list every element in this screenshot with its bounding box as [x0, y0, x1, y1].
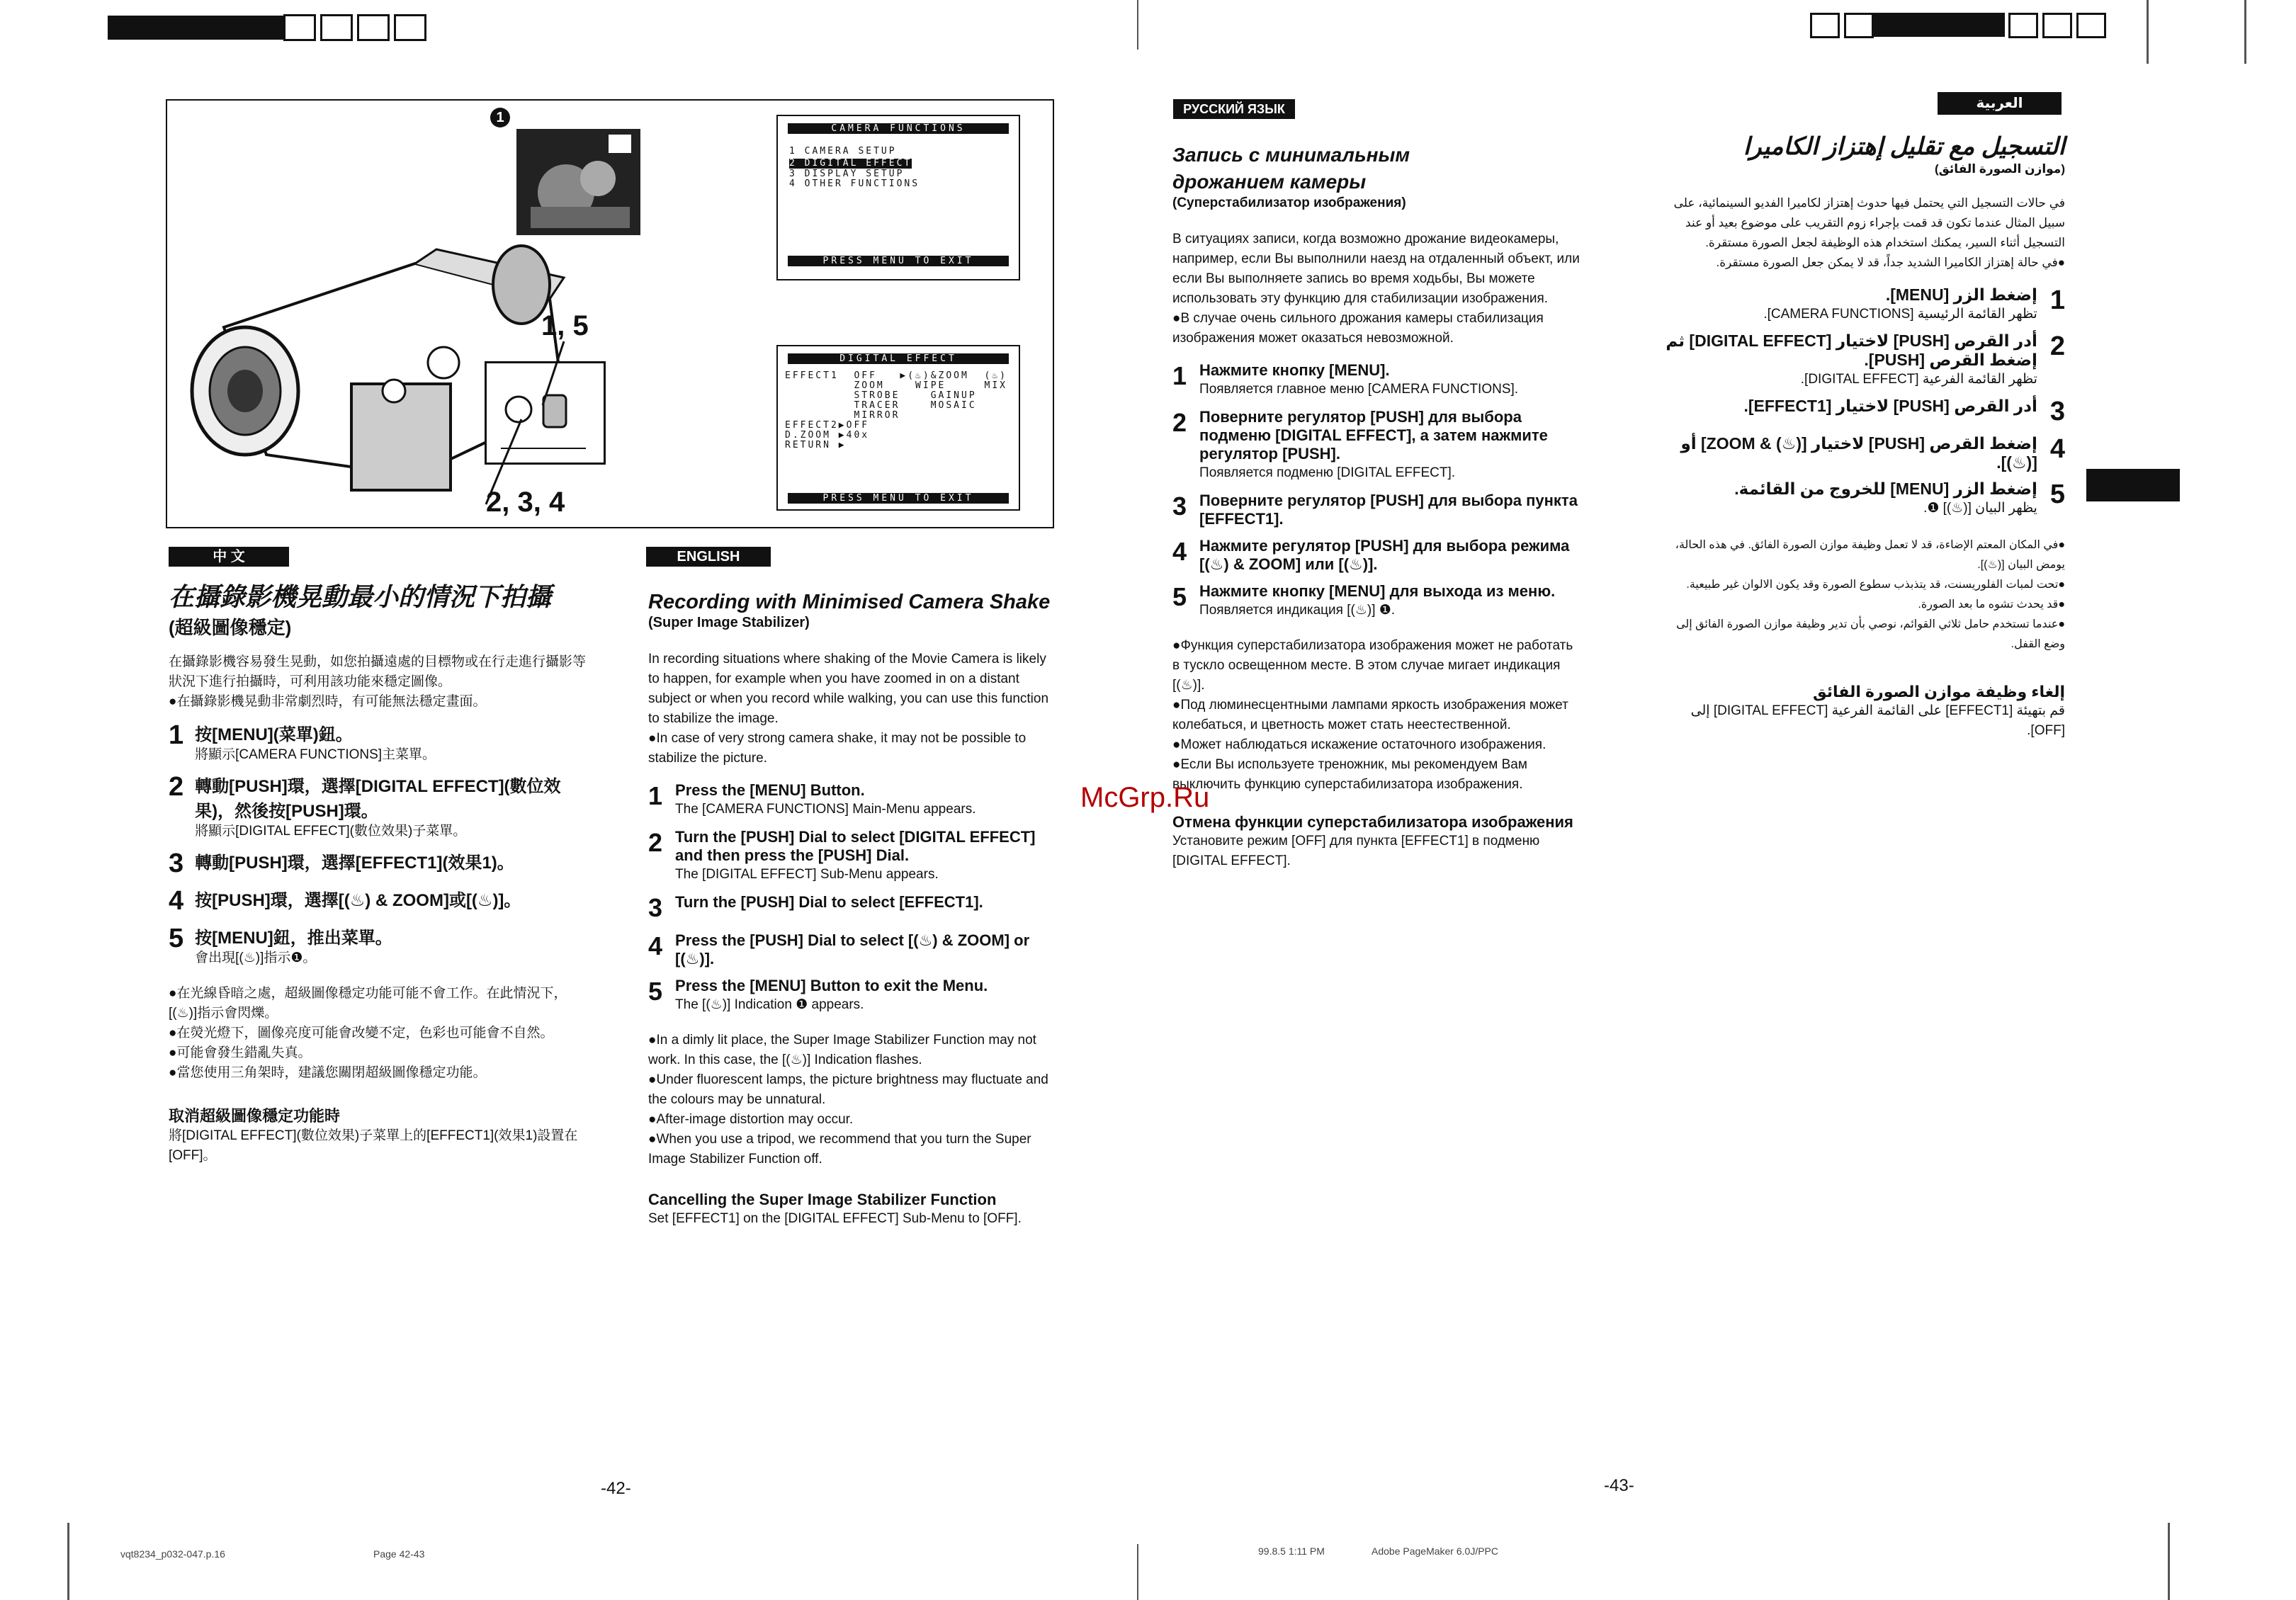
chinese-step-5: 5 按[MENU]鈕，推出菜單。 會出現[(♨)]指示❶。 — [169, 924, 392, 965]
stabilizer-scene-icon — [516, 129, 640, 235]
footer-app: Adobe PageMaker 6.0J/PPC — [1372, 1545, 1498, 1557]
digital-effect-screen — [776, 345, 1020, 511]
russian-intro: В ситуациях записи, когда возможно дрожание видеокамеры, например, если Вы выполнили наезд на отдаленный объект, или если Вы выполняете запись во время ходьбы, Вы можете использовать эту функцию для стабилизации изображения. — [1172, 232, 1580, 306]
crop-mark — [1137, 1544, 1138, 1600]
english-note-item: ●In a dimly lit place, the Super Image Stabilizer Function may not work. In this case, the [(♨)] Indication flashes. — [648, 1033, 1036, 1067]
crop-mark — [1137, 0, 1138, 50]
callout-2-3-4: 2, 3, 4 — [486, 487, 565, 518]
english-step-1: 1 Press the [MENU] Button. The [CAMERA FUNCTIONS] Main-Menu appears. — [648, 781, 976, 817]
chinese-section — [169, 581, 587, 1166]
russian-note-item: ●Функция суперстабилизатора изображения может не работать в тускло освещенном месте. В этом случае мигает индикация [(♨)]. — [1172, 638, 1573, 693]
chinese-note-item: ●當您使用三角架時，建議您關閉超級圖像穩定功能。 — [169, 1065, 487, 1080]
russian-step-5: 5 Нажмите кнопку [MENU] для выхода из меню. Появляется индикация [(♨)] ❶. — [1172, 582, 1556, 618]
chinese-cancel-text: 將[DIGITAL EFFECT](數位效果)子菜單上的[EFFECT1](效果1)設置在[OFF]。 — [169, 1128, 578, 1163]
english-cancel-text: Set [EFFECT1] on the [DIGITAL EFFECT] Sub-Menu to [OFF]. — [648, 1211, 1022, 1226]
arabic-intro: في حالات التسجيل التي يحتمل فيها حدوث إهتزاز لكاميرا الفديو السينمائية، على سبيل المثال عندما تكون قد قمت بإجراء زوم التقريب على موضوع بعيد أو عند التسجيل أثناء السير، يمكنك استخدام هذه الوظيفة لجعل الصورة مستقرة. — [1673, 196, 2065, 249]
chinese-step-3: 3 轉動[PUSH]環，選擇[EFFECT1](效果1)。 — [169, 849, 514, 878]
english-step-3: 3 Turn the [PUSH] Dial to select [EFFECT1]. — [648, 893, 983, 922]
arabic-note-item: ●تحت لمبات الفلوريسنت، قد يتذبذب سطوع الصورة وقد يكون الالوان غير طبيعية. — [1686, 579, 2065, 591]
arabic-note-item: ●عندما تستخدم حامل ثلاثي القوائم، نوصي بأن تدير وظيفة موازن الصورة الفائق إلى وضع القفل. — [1676, 618, 2065, 650]
chinese-note-item: ●在光線昏暗之處，超級圖像穩定功能可能不會工作。在此情況下，[(♨)]指示會閃爍。 — [169, 986, 567, 1021]
english-note-item: ●When you use a tripod, we recommend that you turn the Super Image Stabilizer Function off. — [648, 1132, 1031, 1167]
menu-item: 3 DISPLAY SETUP — [789, 169, 905, 179]
menu-line: MIRROR — [785, 410, 900, 421]
russian-step-1: 1 Нажмите кнопку [MENU]. Появляется главное меню [CAMERA FUNCTIONS]. — [1172, 361, 1519, 397]
callout-1: 1 — [490, 108, 510, 127]
chinese-step-4: 4 按[PUSH]環，選擇[(♨) & ZOOM]或[(♨)]。 — [169, 886, 521, 916]
header-boxes-right — [1810, 13, 1874, 38]
footer-time: 99.8.5 1:11 PM — [1258, 1545, 1325, 1557]
russian-step-2: 2 Поверните регулятор [PUSH] для выбора подменю [DIGITAL EFFECT], а затем нажмите регулятор [PUSH]. Появляется подменю [DIGITAL EFFECT]. — [1172, 408, 1548, 480]
english-step-2: 2 Turn the [PUSH] Dial to select [DIGITAL EFFECT] and then press the [PUSH] Dial. The [DIGITAL EFFECT] Sub-Menu appears. — [648, 828, 1036, 882]
english-step-5: 5 Press the [MENU] Button to exit the Menu. The [(♨)] Indication ❶ appears. — [648, 977, 988, 1012]
arabic-step-5: 5 إضغط الزر [MENU] للخروج من القائمة. يظهر البيان [(♨)] ❶. — [1734, 480, 2065, 516]
chinese-note-item: ●可能會發生錯亂失真。 — [169, 1045, 312, 1060]
figure-frame — [166, 99, 1054, 528]
menu-line: STROBE GAINUP — [785, 390, 977, 401]
chinese-note: ●在攝錄影機晃動非常劇烈時，有可能無法穩定畫面。 — [169, 694, 487, 709]
russian-note-item: ●Если Вы используете треножник, мы рекомендуем Вам выключить функцию суперстабилизатора изображения. — [1172, 757, 1527, 792]
russian-title: Запись с минимальным дрожанием камеры — [1172, 144, 1410, 193]
chinese-step-1: 1 按[MENU](菜單)鈕。 將顯示[CAMERA FUNCTIONS]主菜單。 — [169, 720, 436, 762]
russian-note-item: ●Может наблюдаться искажение остаточного изображения. — [1172, 737, 1546, 752]
menu-line: EFFECT1 OFF ▶(♨)&ZOOM (♨) — [785, 370, 1007, 381]
english-tag: ENGLISH — [646, 547, 771, 567]
russian-step-3: 3 Поверните регулятор [PUSH] для выбора пункта [EFFECT1]. — [1172, 492, 1578, 528]
arabic-note: ●في حالة إهتزاز الكاميرا الشديد جداً، قد لا يمكن جعل الصورة مستقرة. — [1716, 256, 2065, 269]
screen-footer: PRESS MENU TO EXIT — [788, 493, 1009, 504]
arabic-tag: العربية — [1938, 92, 2062, 115]
chinese-subtitle: (超級圖像穩定) — [169, 617, 292, 638]
russian-cancel-title: Отмена функции суперстабилизатора изображения — [1172, 813, 1573, 831]
header-boxes-left — [283, 14, 426, 40]
english-note-item: ●After-image distortion may occur. — [648, 1112, 854, 1127]
russian-section — [1172, 142, 1583, 871]
menu-line: TRACER MOSAIC — [785, 400, 977, 411]
english-step-4: 4 Press the [PUSH] Dial to select [(♨) & ZOOM] or [(♨)]. — [648, 931, 1030, 968]
chinese-title: 在攝錄影機晃動最小的情況下拍攝 — [169, 582, 552, 611]
crop-mark — [2244, 0, 2246, 64]
english-cancel-title: Cancelling the Super Image Stabilizer Function — [648, 1191, 997, 1208]
screen-footer: PRESS MENU TO EXIT — [788, 256, 1009, 266]
crop-mark — [67, 1523, 69, 1600]
callout-1-5: 1, 5 — [541, 310, 589, 341]
english-title: Recording with Minimised Camera Shake — [648, 591, 1051, 613]
menu-item: 1 CAMERA SETUP — [789, 146, 897, 157]
arabic-step-2: 2 أدر القرص [PUSH] لاختيار [DIGITAL EFFECT] ثم إضغط القرص [PUSH]. تظهر القائمة الفرعية [DIGITAL EFFECT]. — [1666, 331, 2065, 387]
menu-item: 4 OTHER FUNCTIONS — [789, 178, 920, 189]
menu-line: RETURN ▶ — [785, 440, 847, 450]
menu-line: D.ZOOM ▶40x — [785, 430, 870, 441]
menu-item-selected: 2 DIGITAL EFFECT — [789, 158, 912, 169]
arabic-step-3: 3 أدر القرص [PUSH] لاختيار [EFFECT1]. — [1743, 397, 2065, 426]
arabic-cancel-title: إلغاء وظيفة موازن الصورة الفائق — [1812, 683, 2065, 700]
header-bar-right — [1874, 13, 2005, 37]
arabic-subtitle: (موازن الصورة الفائق) — [1934, 162, 2065, 176]
menu-line: ZOOM WIPE MIX — [785, 380, 1007, 391]
arabic-title: التسجيل مع تقليل إهتزاز الكاميرا — [1743, 133, 2065, 160]
viewfinder-image — [516, 129, 640, 235]
crop-mark — [2168, 1523, 2170, 1600]
russian-cancel-text: Установите режим [OFF] для пункта [EFFECT1] в подменю [DIGITAL EFFECT]. — [1172, 834, 1540, 868]
side-tab-marker — [2086, 469, 2180, 501]
screen-title: CAMERA FUNCTIONS — [788, 123, 1009, 134]
chinese-tag: 中 文 — [169, 547, 289, 567]
english-note: ●In case of very strong camera shake, it may not be possible to stabilize the picture. — [648, 731, 1027, 766]
footer-page: Page 42-43 — [373, 1548, 425, 1560]
russian-subtitle: (Суперстабилизатор изображения) — [1172, 195, 1406, 210]
screen-title: DIGITAL EFFECT — [788, 353, 1009, 364]
footer-file: vqt8234_p032-047.p.16 — [120, 1548, 225, 1560]
russian-tag: РУССКИЙ ЯЗЫК — [1173, 99, 1295, 119]
russian-note: ●В случае очень сильного дрожания камеры стабилизация изображения может оказаться невозможной. — [1172, 311, 1544, 346]
english-intro: In recording situations where shaking of the Movie Camera is likely to happen, for example when you have zoomed in on a distant subject or when you record while walking, you can use this function to stabilize the image. — [648, 652, 1049, 726]
arabic-cancel-text: قم بتهيئة [EFFECT1] على القائمة الفرعية [DIGITAL EFFECT] إلى [OFF]. — [1690, 703, 2065, 738]
english-note-item: ●Under fluorescent lamps, the picture brightness may fluctuate and the colours may be unnatural. — [648, 1072, 1048, 1107]
menu-line: EFFECT2▶OFF — [785, 420, 870, 431]
chinese-intro: 在攝錄影機容易發生晃動，如您拍攝遠處的目標物或在行走進行攝影等狀況下進行拍攝時，可利用該功能來穩定圖像。 — [169, 654, 587, 689]
page-number-right: -43- — [1604, 1476, 1634, 1495]
chinese-step-2: 2 轉動[PUSH]環，選擇[DIGITAL EFFECT](數位效果)，然後按[PUSH]環。 將顯示[DIGITAL EFFECT](數位效果)子菜單。 — [169, 772, 561, 839]
russian-step-4: 4 Нажмите регулятор [PUSH] для выбора режима [(♨) & ZOOM] или [(♨)]. — [1172, 537, 1570, 573]
chinese-note-item: ●在熒光燈下，圖像亮度可能會改變不定，色彩也可能會不自然。 — [169, 1026, 554, 1040]
english-subtitle: (Super Image Stabilizer) — [648, 615, 810, 630]
header-boxes-right-2 — [2008, 13, 2106, 38]
arabic-step-4: 4 إضغط القرص [PUSH] لاختيار [(♨) & ZOOM] أو [(♨)]. — [1680, 434, 2065, 472]
watermark: McGrp.Ru — [1080, 782, 1210, 813]
crop-mark — [2147, 0, 2149, 64]
header-bar-left — [108, 16, 283, 40]
russian-note-item: ●Под люминесцентными лампами яркость изображения может колебаться, и цветность может стать неестественной. — [1172, 698, 1568, 732]
camera-functions-screen — [776, 115, 1020, 280]
chinese-cancel-title: 取消超級圖像穩定功能時 — [169, 1107, 341, 1125]
page-number-left: -42- — [601, 1479, 631, 1498]
arabic-section — [1658, 131, 2065, 741]
arabic-step-1: 1 إضغط الزر [MENU]. تظهر القائمة الرئيسية [CAMERA FUNCTIONS]. — [1763, 285, 2065, 322]
english-section — [648, 589, 1052, 1229]
arabic-note-item: ●قد يحدث تشوه ما بعد الصورة. — [1918, 598, 2065, 611]
arabic-note-item: ●في المكان المعتم الإضاءة، قد لا تعمل وظيفة موازن الصورة الفائق. في هذه الحالة، يومض البيان [(♨)]. — [1675, 539, 2065, 571]
